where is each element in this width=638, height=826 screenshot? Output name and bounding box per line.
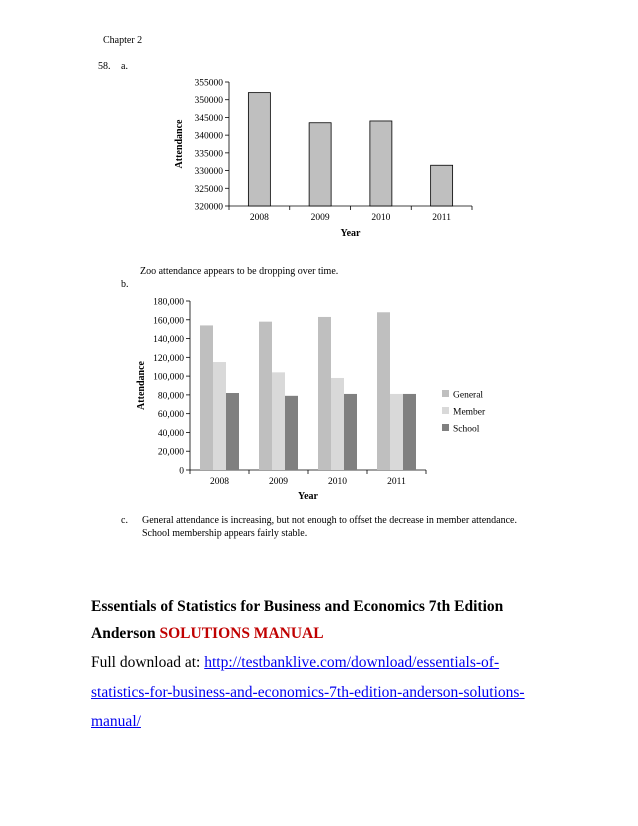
x-tick-label: 2008: [210, 477, 229, 487]
x-axis-title: Year: [298, 491, 318, 502]
x-tick-label: 2009: [269, 477, 288, 487]
y-tick-label: 320000: [194, 202, 223, 213]
x-tick-label: 2008: [249, 213, 269, 223]
y-tick-label: 20,000: [157, 447, 184, 458]
bar: [248, 93, 270, 206]
author-name: Anderson: [91, 625, 160, 642]
bar-member: [213, 362, 226, 470]
y-tick-label: 80,000: [157, 391, 184, 402]
y-tick-label: 40,000: [157, 428, 184, 439]
bar-member: [390, 394, 403, 470]
legend-swatch-school: [442, 424, 449, 431]
y-tick-label: 120,000: [153, 353, 184, 364]
y-tick-label: 160,000: [153, 316, 184, 327]
bar-general: [200, 325, 213, 470]
part-c-line-1: General attendance is increasing, but not enough to offset the decrease in member attendance.: [142, 515, 517, 526]
bar-school: [403, 394, 416, 470]
y-tick-label: 340000: [194, 131, 223, 142]
chart-attendance-by-year: [165, 70, 485, 245]
problem-number: 58.: [98, 61, 111, 72]
y-tick-label: 0: [179, 466, 184, 477]
download-link-part-1[interactable]: http://testbanklive.com/download/essentials-of-: [204, 654, 500, 671]
bar-general: [318, 317, 331, 470]
download-link-line-3: [91, 713, 141, 731]
bar-school: [285, 396, 298, 470]
download-link-line-2: [91, 684, 525, 702]
y-tick-label: 350000: [194, 96, 223, 107]
chapter-heading: Chapter 2: [103, 35, 143, 46]
part-a-note: Zoo attendance appears to be dropping over time.: [140, 266, 339, 277]
y-tick-label: 60,000: [157, 410, 184, 421]
y-tick-label: 325000: [194, 184, 223, 195]
legend-swatch-member: [442, 407, 449, 414]
x-tick-label: 2010: [371, 213, 391, 223]
download-line: [91, 654, 499, 672]
y-tick-label: 180,000: [153, 297, 184, 308]
y-tick-label: 100,000: [153, 372, 184, 383]
part-b-label: b.: [121, 279, 129, 290]
y-tick-label: 140,000: [153, 335, 184, 346]
download-link-part-2[interactable]: statistics-for-business-and-economics-7th-edition-anderson-solutions-: [91, 684, 525, 701]
x-tick-label: 2011: [432, 213, 451, 223]
author-line: [91, 625, 324, 643]
bar: [370, 121, 392, 206]
x-axis-title: Year: [340, 228, 361, 239]
part-c-line-2: School membership appears fairly stable.: [142, 528, 308, 539]
solutions-manual-label: SOLUTIONS MANUAL: [159, 625, 324, 642]
legend-label-school: School: [453, 424, 480, 435]
download-prefix: Full download at:: [91, 654, 205, 671]
y-tick-label: 345000: [194, 113, 223, 124]
part-a-label: a.: [121, 61, 128, 72]
y-tick-label: 335000: [194, 149, 223, 160]
bar-school: [226, 393, 239, 470]
legend-label-member: Member: [453, 407, 486, 418]
part-c-label: c.: [121, 515, 128, 526]
bar: [309, 123, 331, 206]
bar-member: [272, 372, 285, 470]
book-title: Essentials of Statistics for Business and Economics 7th Edition: [91, 598, 504, 615]
bar-general: [377, 312, 390, 470]
bar-general: [259, 322, 272, 470]
y-tick-label: 355000: [194, 78, 223, 89]
legend-label-general: General: [453, 390, 484, 401]
bar-school: [344, 394, 357, 470]
x-tick-label: 2011: [387, 477, 406, 487]
bar-member: [331, 378, 344, 470]
chart-attendance-by-type: [130, 290, 510, 505]
download-link-part-3[interactable]: manual/: [91, 713, 141, 730]
bar: [431, 165, 453, 206]
y-axis-title: Attendance: [174, 119, 185, 169]
x-tick-label: 2009: [310, 213, 330, 223]
legend-swatch-general: [442, 390, 449, 397]
x-tick-label: 2010: [328, 477, 347, 487]
y-axis-title: Attendance: [136, 361, 147, 410]
y-tick-label: 330000: [194, 167, 223, 178]
